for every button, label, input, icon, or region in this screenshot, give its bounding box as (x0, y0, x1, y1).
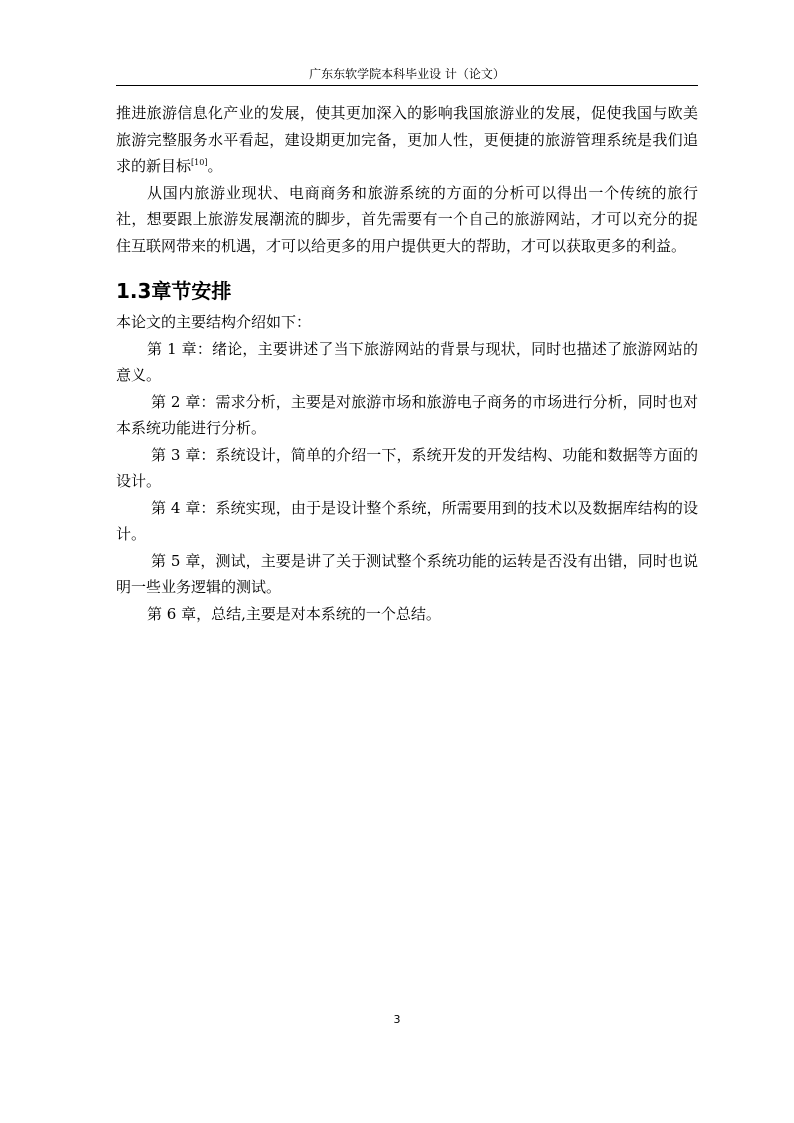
chapter-item-3: 第 3 章：系统设计，简单的介绍一下，系统开发的开发结构、功能和数据等方面的设计。 (116, 445, 698, 490)
citation-reference: [10] (191, 158, 208, 167)
section-intro: 本论文的主要结构介绍如下： (116, 313, 312, 331)
chapter-item-6: 第 6 章，总结,主要是对本系统的一个总结。 (147, 604, 441, 623)
header-divider (116, 85, 698, 86)
chapter-item-2: 第 2 章：需求分析，主要是对旅游市场和旅游电子商务的市场进行分析，同时也对本系统功能进行分析。 (116, 392, 698, 437)
body-paragraph-1 (116, 100, 698, 180)
chapter-item-4: 第 4 章：系统实现，由于是设计整个系统，所需要用到的技术以及数据库结构的设计。 (116, 498, 698, 543)
paragraph-1-text: 推进旅游信息化产业的发展，使其更加深入的影响我国旅游业的发展，促使我国与欧美旅游完整服务水平看起，建设期更加完备，更加人性，更便捷的旅游管理系统是我们追求的新目标 (116, 104, 698, 175)
page-content (116, 100, 698, 627)
chapter-item-1: 第 1 章：绪论，主要讲述了当下旅游网站的背景与现状，同时也描述了旅游网站的意义。 (116, 339, 698, 384)
page-header: 广东东软学院本科毕业设 计（论文） (309, 67, 505, 81)
body-paragraph-2: 从国内旅游业现状、电商商务和旅游系统的方面的分析可以得出一个传统的旅行社，想要跟上旅游发展潮流的脚步，首先需要有一个自己的旅游网站，才可以充分的捉住互联网带来的机遇，才可以给更多的用户提供更大的帮助，才可以获取更多的利益。 (116, 183, 698, 255)
section-heading: 1.3章节安排 (116, 279, 232, 303)
paragraph-1-period: 。 (207, 157, 223, 175)
chapter-item-5: 第 5 章，测试，主要是讲了关于测试整个系统功能的运转是否没有出错，同时也说明一些业务逻辑的测试。 (116, 551, 698, 596)
page-number: 3 (393, 1013, 401, 1026)
